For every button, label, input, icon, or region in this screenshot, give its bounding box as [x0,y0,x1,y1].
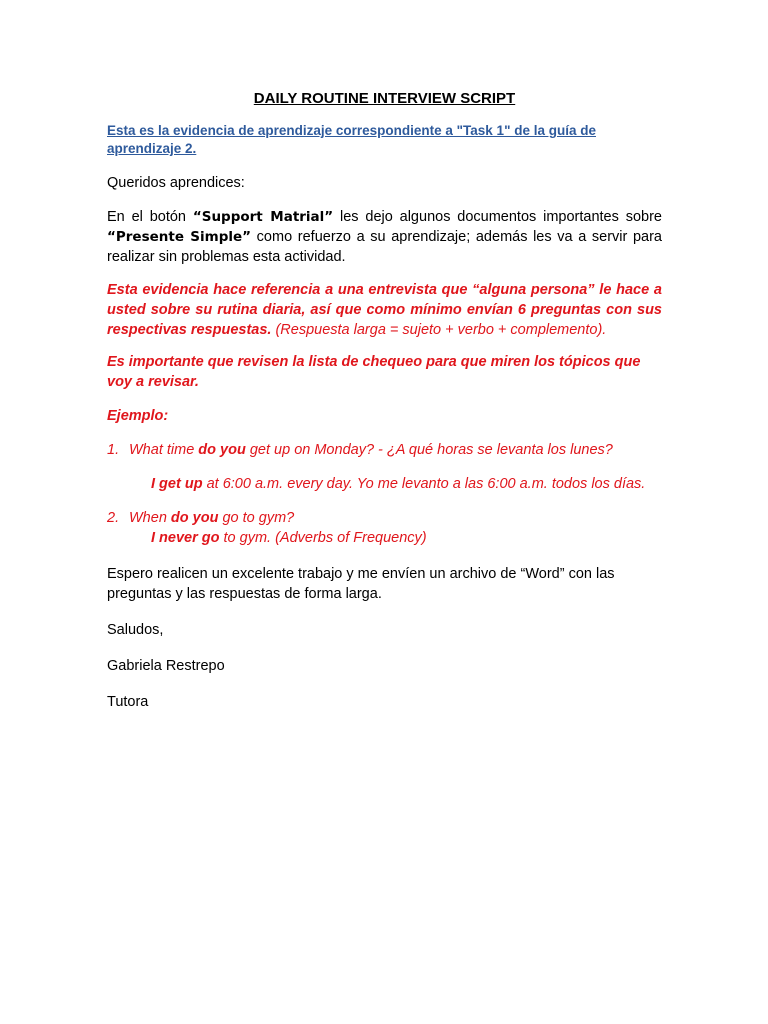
signature-role: Tutora [107,694,149,710]
answer-2-post: to gym. (Adverbs of Frequency) [219,530,427,546]
evidence-reference-bold: Esta evidencia hace referencia a una entrevista que “alguna persona” le hace a usted sobre su rutina diaria, así que como mínimo envían 6 preguntas con sus respectivas respuestas. [107,282,662,338]
question-1-post: get up on Monday? - ¿A qué horas se levanta los lunes? [245,442,613,458]
question-1-pre: What time [129,442,199,458]
example-question-2 [107,508,662,528]
evidence-reference [107,280,662,340]
question-1-bold: do you [198,442,246,458]
example-label: Ejemplo: [107,408,169,424]
question-2-bold: do you [170,510,219,526]
answer-1-post: at 6:00 a.m. every day. Yo me levanto a las 6:00 a.m. todos los días. [202,476,646,492]
presente-simple-label: “Presente Simple” [107,229,252,245]
document-page [107,89,662,712]
intro-text-3: como refuerzo a su aprendizaje; además les va a servir para realizar sin problemas esta actividad. [107,229,662,265]
example-answer-2 [151,528,662,548]
document-title: DAILY ROUTINE INTERVIEW SCRIPT [253,90,516,107]
example-number-2: 2. [107,510,120,526]
checklist-note: Es importante que revisen la lista de chequeo para que miren los tópicos que voy a revisar. [107,354,641,390]
closing-paragraph: Espero realicen un excelente trabajo y me envíen un archivo de “Word” con las preguntas y las respuestas de forma larga. [107,566,615,602]
signature-name: Gabriela Restrepo [107,658,225,674]
example-answer-1 [151,474,662,494]
intro-text-2: les dejo algunos documentos importantes sobre [333,209,662,225]
greeting: Queridos aprendices: [107,175,245,191]
evidence-note: Esta es la evidencia de aprendizaje correspondiente a "Task 1" de la guía de aprendizaje 2. [107,123,596,156]
question-2-pre: When [129,510,171,526]
answer-2-bold: I never go [151,530,220,546]
intro-paragraph [107,207,662,267]
answer-1-bold: I get up [151,476,203,492]
example-number-1: 1. [107,442,120,458]
salutation: Saludos, [107,622,164,638]
question-2-post: go to gym? [218,510,295,526]
support-material-label: “Support Matrial” [192,209,334,225]
intro-text-1: En el botón [107,209,193,225]
evidence-reference-italic: (Respuesta larga = sujeto + verbo + complemento). [271,322,607,338]
example-question-1 [107,440,662,460]
